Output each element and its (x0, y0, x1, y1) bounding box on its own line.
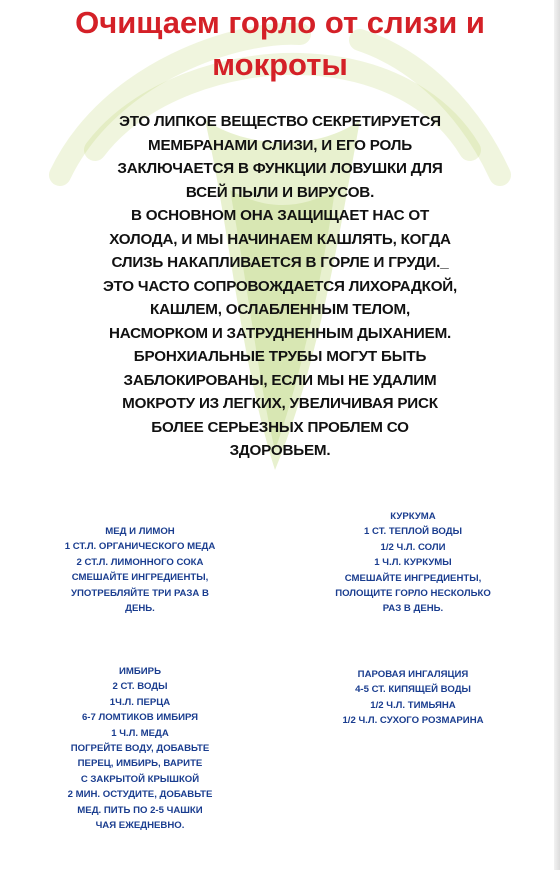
recipe-heading: МЕД И ЛИМОН (105, 526, 175, 537)
recipe-line: 1/2 Ч.Л. СОЛИ (380, 541, 446, 553)
intro-line: КАШЛЕМ, ОСЛАБЛЕННЫМ ТЕЛОМ, (150, 301, 410, 318)
intro-line: В ОСНОВНОМ ОНА ЗАЩИЩАЕТ НАС ОТ (130, 207, 430, 224)
recipe-line: 1 СТ.Л. ОРГАНИЧЕСКОГО МЕДА (64, 541, 216, 553)
intro-line: МОКРОТУ ИЗ ЛЕГКИХ, УВЕЛИЧИВАЯ РИСК (122, 395, 438, 412)
recipe-line: 1 Ч.Л. МЕДА (111, 727, 169, 739)
recipe-line: УПОТРЕБЛЯЙТЕ ТРИ РАЗА В (71, 587, 209, 599)
intro-line: БОЛЕЕ СЕРЬЕЗНЫХ ПРОБЛЕМ СО (151, 418, 409, 436)
intro-line: СЛИЗЬ НАКАПЛИВАЕТСЯ В ГОРЛЕ И ГРУДИ._ (111, 254, 449, 271)
recipe-line: ЧАЯ ЕЖЕДНЕВНО. (95, 820, 185, 832)
intro-line: МЕМБРАНАМИ СЛИЗИ, И ЕГО РОЛЬ (148, 136, 412, 154)
page-title (0, 2, 560, 86)
title-line-1: Очищаем горло от слизи и (75, 5, 485, 40)
recipe-line: ПЕРЕЦ, ИМБИРЬ, ВАРИТЕ (77, 758, 203, 770)
intro-line: ЗДОРОВЬЕМ. (229, 442, 331, 459)
recipe-line: СМЕШАЙТЕ ИНГРЕДИЕНТЫ, (344, 572, 482, 584)
title-line-2: мокроты (212, 47, 348, 82)
recipe-honey-lemon (20, 524, 260, 616)
recipe-line: 1/2 Ч.Л. СУХОГО РОЗМАРИНА (342, 715, 484, 727)
recipe-line: ПОЛОЩИТЕ ГОРЛО НЕСКОЛЬКО (335, 588, 491, 600)
recipe-line: СМЕШАЙТЕ ИНГРЕДИЕНТЫ, (71, 572, 209, 584)
intro-line: ЭТО ЛИПКОЕ ВЕЩЕСТВО СЕКРЕТИРУЕТСЯ (119, 113, 441, 130)
recipe-line: ПОГРЕЙТЕ ВОДУ, ДОБАВЬТЕ (70, 743, 210, 755)
recipe-steam-inhalation (278, 667, 548, 729)
recipe-line: 2 МИН. ОСТУДИТЕ, ДОБАВЬТЕ (67, 789, 213, 801)
recipe-line: 2 СТ. ВОДЫ (112, 681, 168, 693)
recipe-line: 1 СТ. ТЕПЛОЙ ВОДЫ (364, 526, 462, 538)
intro-line: ХОЛОДА, И МЫ НАЧИНАЕМ КАШЛЯТЬ, КОГДА (109, 230, 451, 248)
recipe-heading: ИМБИРЬ (119, 666, 161, 677)
intro-line: ЗАКЛЮЧАЕТСЯ В ФУНКЦИИ ЛОВУШКИ ДЛЯ (117, 160, 443, 177)
recipe-line: РАЗ В ДЕНЬ. (382, 603, 444, 615)
intro-line: НАСМОРКОМ И ЗАТРУДНЕННЫМ ДЫХАНИЕМ. (108, 324, 452, 342)
recipe-line: С ЗАКРЫТОЙ КРЫШКОЙ (80, 773, 200, 785)
intro-line: БРОНХИАЛЬНЫЕ ТРУБЫ МОГУТ БЫТЬ (133, 348, 427, 365)
intro-line: ЭТО ЧАСТО СОПРОВОЖДАЕТСЯ ЛИХОРАДКОЙ, (102, 277, 458, 295)
recipe-heading: ПАРОВАЯ ИНГАЛЯЦИЯ (357, 669, 469, 680)
recipe-line: ДЕНЬ. (125, 603, 155, 615)
recipe-line: 6-7 ЛОМТИКОВ ИМБИРЯ (81, 712, 199, 724)
intro-line: ЗАБЛОКИРОВАНЫ, ЕСЛИ МЫ НЕ УДАЛИМ (123, 371, 437, 389)
recipe-line: 1Ч.Л. ПЕРЦА (109, 696, 171, 708)
recipe-line: 2 СТ.Л. ЛИМОННОГО СОКА (76, 556, 204, 568)
page-edge-divider (554, 0, 560, 870)
recipe-heading: КУРКУМА (390, 511, 436, 522)
recipe-turmeric (278, 509, 548, 617)
recipe-line: 1 Ч.Л. КУРКУМЫ (374, 557, 452, 569)
intro-paragraph (26, 110, 534, 463)
recipe-line: 4-5 СТ. КИПЯЩЕЙ ВОДЫ (355, 684, 471, 696)
recipe-line: МЕД. ПИТЬ ПО 2-5 ЧАШКИ (77, 804, 203, 816)
recipe-line: 1/2 Ч.Л. ТИМЬЯНА (370, 699, 456, 711)
recipe-ginger (20, 664, 260, 833)
intro-line: ВСЕЙ ПЫЛИ И ВИРУСОВ. (185, 183, 375, 201)
